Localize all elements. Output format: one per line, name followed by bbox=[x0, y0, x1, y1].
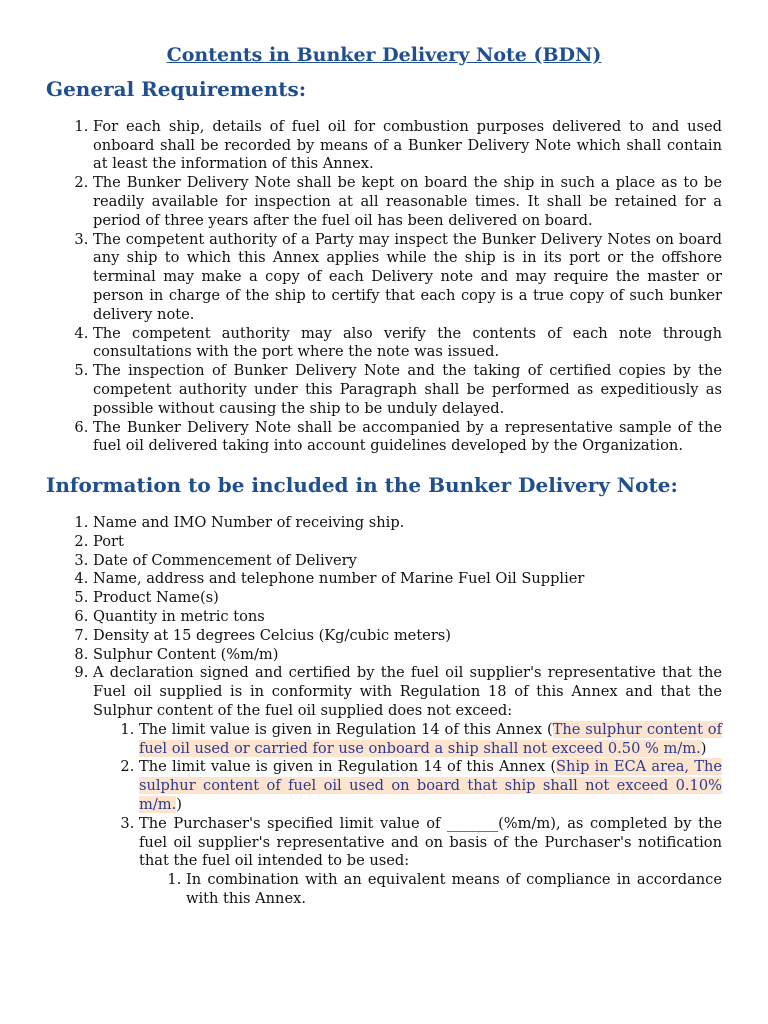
highlighted-text: Ship in ECA area, The sulphur content of fuel oil used on board that ship shall not exceed 0.10% m/m. bbox=[139, 758, 722, 814]
sub-list-item bbox=[139, 815, 722, 909]
bdn-information-heading: Information to be included in the Bunker Delivery Note: bbox=[46, 473, 678, 498]
list-item: 3. The competent authority of a Party may inspect the Bunker Delivery Notes on board any ship to which this Annex applies while the ship is in its port or the offshore terminal may make a copy of each Delivery note and may require the master or person in charge of the ship to certify that each copy is a true copy of such bunker delivery note. bbox=[93, 231, 722, 325]
sub-item-prefix: The limit value is given in Regulation 14 of this Annex ( bbox=[139, 720, 553, 738]
sub-item-suffix: ) bbox=[700, 739, 707, 757]
list-item: 6. Quantity in metric tons bbox=[93, 608, 722, 627]
list-item: 8. Sulphur Content (%m/m) bbox=[93, 646, 722, 665]
list-item: 5. The inspection of Bunker Delivery Note and the taking of certified copies by the competent authority under this Paragraph shall be performed as expeditiously as possible without causing the ship to be unduly delayed. bbox=[93, 362, 722, 418]
declaration-sub-list bbox=[93, 721, 722, 909]
list-item: 4. Name, address and telephone number of Marine Fuel Oil Supplier bbox=[93, 570, 722, 589]
sub-list-item bbox=[139, 758, 722, 814]
sub-sub-list bbox=[139, 871, 722, 909]
list-item: 1. Name and IMO Number of receiving ship. bbox=[93, 514, 722, 533]
sub-item-suffix: ) bbox=[176, 796, 182, 814]
document-title: Contents in Bunker Delivery Note (BDN) bbox=[166, 44, 602, 66]
declaration-text: A declaration signed and certified by the fuel oil supplier's representative that the Fuel oil supplied is in conformity with Regulation 18 of this Annex and that the Sulphur content of the fuel oil supplied does not exceed: bbox=[93, 664, 722, 720]
sub-item-prefix: The limit value is given in Regulation 14 of this Annex ( bbox=[139, 758, 557, 776]
general-requirements-list bbox=[46, 118, 722, 456]
list-item: 2. Port bbox=[93, 533, 722, 552]
highlighted-text: The sulphur content of fuel oil used or carried for use onboard a ship shall not exceed 0.50 % m/m. bbox=[139, 720, 722, 757]
sub-item-text: The Purchaser's specified limit value of _______(%m/m), as completed by the fuel oil supplier's representative and on basis of the Purchaser's notification that the fuel oil intended to be used: bbox=[139, 814, 722, 870]
list-item: 6. The Bunker Delivery Note shall be accompanied by a representative sample of the fuel oil delivered taking into account guidelines developed by the Organization. bbox=[93, 419, 722, 457]
sub-list-item bbox=[139, 721, 722, 759]
list-item: 3. Date of Commencement of Delivery bbox=[93, 552, 722, 571]
list-item: 5. Product Name(s) bbox=[93, 589, 722, 608]
list-item: 7. Density at 15 degrees Celcius (Kg/cubic meters) bbox=[93, 627, 722, 646]
declaration-item bbox=[93, 664, 722, 908]
list-item: 4. The competent authority may also verify the contents of each note through consultations with the port where the note was issued. bbox=[93, 325, 722, 363]
bdn-information-list bbox=[46, 514, 722, 909]
list-item: 2. The Bunker Delivery Note shall be kept on board the ship in such a place as to be readily available for inspection at all reasonable times. It shall be retained for a period of three years after the fuel oil has been delivered on board. bbox=[93, 174, 722, 230]
general-requirements-heading: General Requirements: bbox=[46, 76, 307, 101]
list-item: 1. For each ship, details of fuel oil for combustion purposes delivered to and used onboard shall be recorded by means of a Bunker Delivery Note which shall contain at least the information of this Annex. bbox=[93, 118, 722, 174]
sub-sub-list-item: 1. In combination with an equivalent means of compliance in accordance with this Annex. bbox=[186, 871, 722, 909]
